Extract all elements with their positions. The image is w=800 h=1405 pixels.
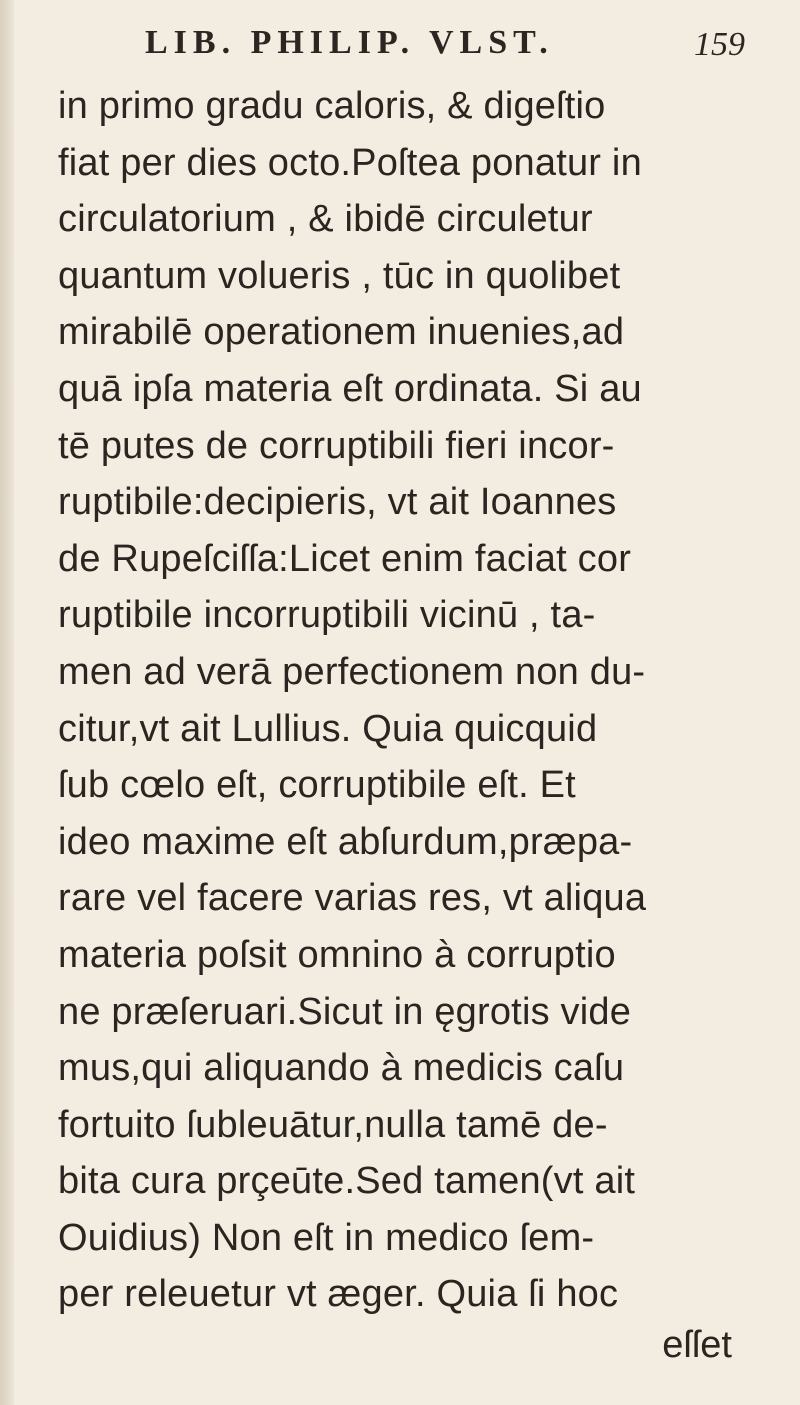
text-line: rare vel facere varias res, vt aliqua bbox=[58, 877, 647, 920]
text-line: circulatorium , & ibidē circuletur bbox=[58, 198, 593, 241]
text-line: ruptibile:decipieris, vt ait Ioannes bbox=[58, 481, 617, 524]
text-line: fiat per dies octo.Poſtea ponatur in bbox=[58, 141, 642, 184]
text-line: ruptibile incorruptibili vicinū , ta- bbox=[58, 594, 596, 637]
text-line: quā ipſa materia eſt ordinata. Si au bbox=[58, 367, 642, 410]
page-gutter bbox=[0, 0, 14, 1405]
text-line: mus,qui aliquando à medicis caſu bbox=[58, 1047, 625, 1090]
text-line: men ad verā perfectionem non du- bbox=[58, 650, 646, 693]
text-line: citur,vt ait Lullius. Quia quicquid bbox=[58, 707, 598, 750]
text-line: de Rupeſciſſa:Licet enim faciat cor bbox=[58, 537, 632, 580]
running-head-title: LIB. PHILIP. VLST. bbox=[145, 24, 554, 61]
text-line: ne præſeruari.Sicut in ęgrotis vide bbox=[58, 990, 632, 1033]
text-line: Ouidius) Non eſt in medico ſem- bbox=[58, 1216, 595, 1259]
text-line: materia poſsit omnino à corruptio bbox=[58, 933, 616, 976]
catchword: eſſet bbox=[662, 1324, 732, 1366]
text-block bbox=[58, 78, 748, 1323]
text-line: ſub cœlo eſt, corruptibile eſt. Et bbox=[58, 764, 576, 807]
page-number: 159 bbox=[694, 26, 745, 63]
text-line: fortuito ſubleuātur,nulla tamē de- bbox=[58, 1103, 608, 1146]
text-line: tē putes de corruptibili fieri incor- bbox=[58, 424, 615, 467]
text-line: in primo gradu caloris, & digeſtio bbox=[58, 85, 606, 127]
text-line: quantum volueris , tūc in quolibet bbox=[58, 254, 621, 297]
running-head bbox=[145, 18, 745, 68]
text-line: per releuetur vt æger. Quia ſi hoc bbox=[58, 1273, 619, 1316]
text-line: mirabilē operationem inuenies,ad bbox=[58, 311, 625, 354]
text-line: ideo maxime eſt abſurdum,præpa- bbox=[58, 820, 633, 863]
text-line: bita cura prçeūte.Sed tamen(vt ait bbox=[58, 1160, 636, 1203]
